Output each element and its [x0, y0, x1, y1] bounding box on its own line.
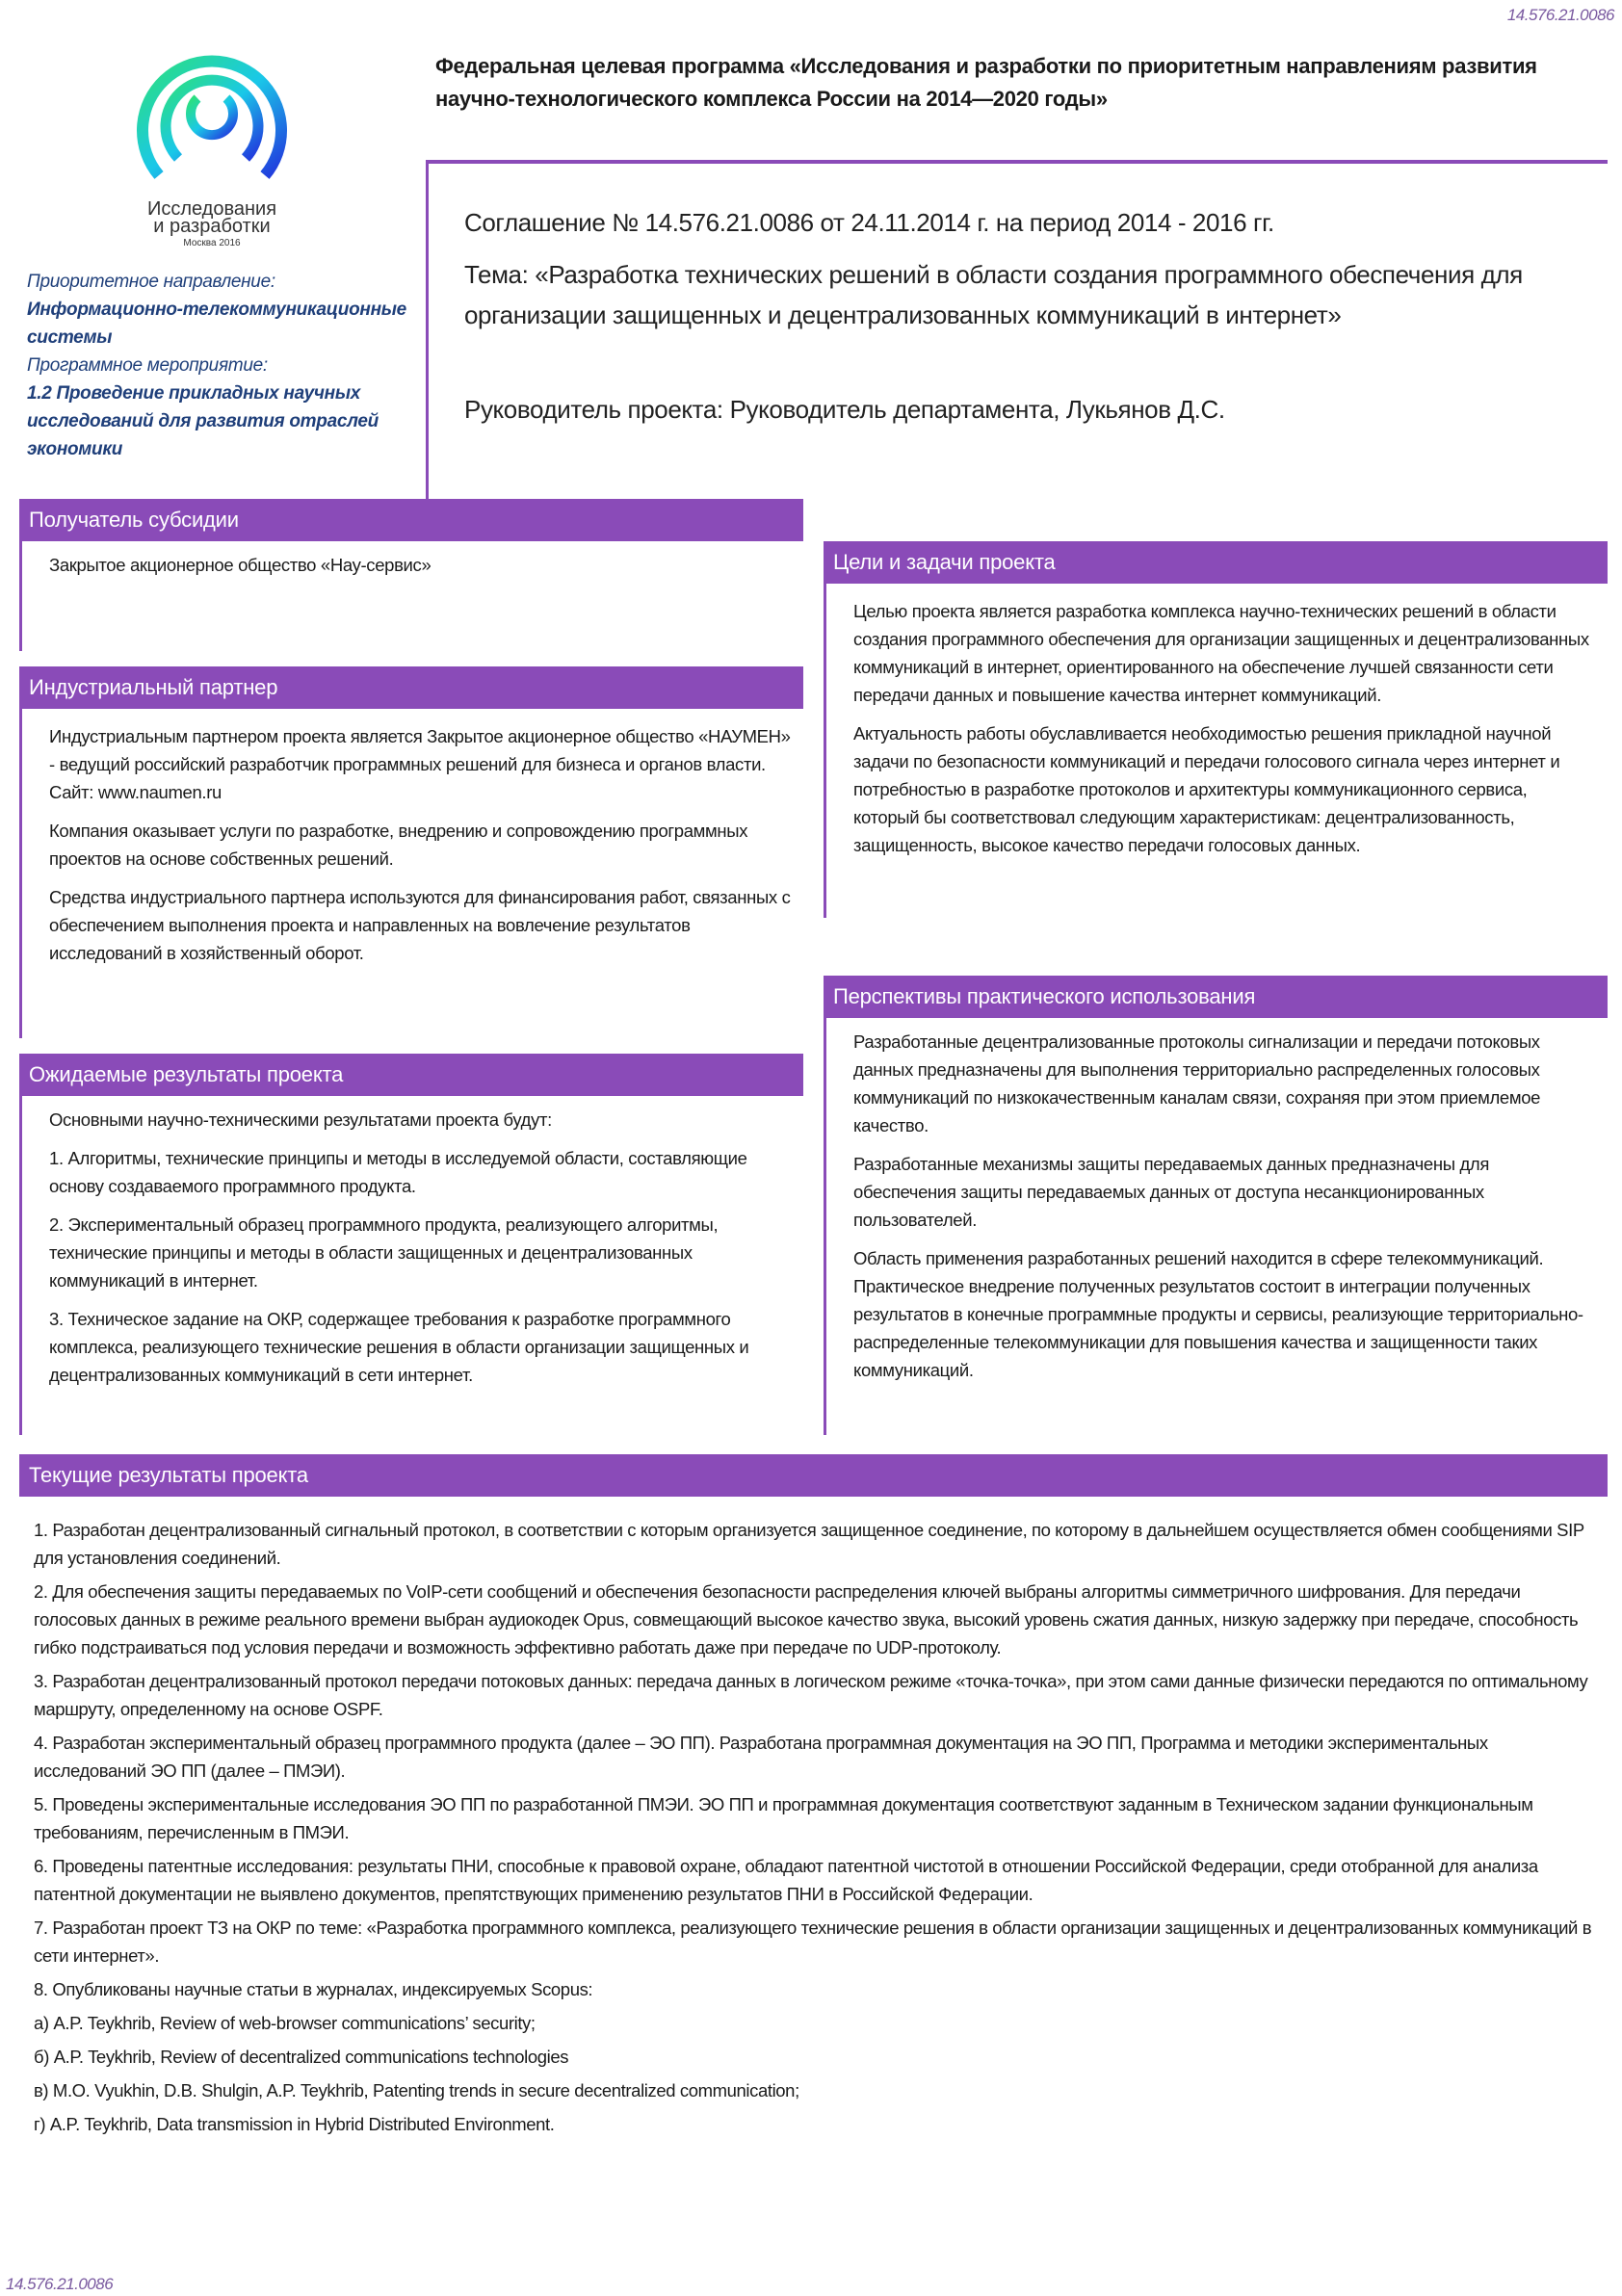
result-item: 5. Проведены экспериментальные исследования ЭО ПП по разработанной ПМЭИ. ЭО ПП и программная документация соответствуют заданным в Техническом задании функциональным требованиям, перечисленным в ПМЭИ.: [34, 1794, 1533, 1842]
recipient-text: Закрытое акционерное общество «Нау-сервис»: [49, 555, 432, 575]
logo-line3: Москва 2016: [183, 238, 241, 248]
section-prospects: [824, 976, 1608, 1435]
section-recipient: [19, 499, 803, 651]
event-value: 1.2 Проведение прикладных научных исследований для развития отраслей экономики: [27, 383, 379, 459]
topic: Тема: «Разработка технических решений в области создания программного обеспечения для организации защищенных и децентрализованных коммуникаций в интернет»: [464, 260, 1523, 329]
paragraph: 1. Алгоритмы, технические принципы и методы в исследуемой области, составляющие основу создаваемого программного продукта.: [49, 1148, 747, 1196]
result-item: 6. Проведены патентные исследования: результаты ПНИ, способные к правовой охране, обладают патентной чистотой в отношении Российской Федерации, среди отобранной для анализа патентной документации не выявлено документов, препятствующих применению результатов ПНИ в Российской Федерации.: [34, 1856, 1538, 1904]
result-item: 4. Разработан экспериментальный образец программного продукта (далее – ЭО ПП). Разработана программная документация на ЭО ПП, Программа и методики экспериментальных исследований ЭО ПП (далее – ПМЭИ).: [34, 1733, 1488, 1781]
section-goals: [824, 541, 1608, 918]
section-partner: [19, 666, 803, 1038]
result-item: 8. Опубликованы научные статьи в журналах, индексируемых Scopus:: [34, 1979, 593, 1999]
paragraph: Актуальность работы обуславливается необходимостью решения прикладной научной задачи по безопасности коммуникаций и передачи голосового сигнала через интернет и потребностью в разработке протоколов и архитектуры коммуникационного сервиса, который бы соответствовал следующим характеристикам: децентрализованность, защищенность, высокое качество передачи голосовых данных.: [853, 723, 1560, 855]
publication: в) M.O. Vyukhin, D.B. Shulgin, A.P. Teykhrib, Patenting trends in secure decentralized communication;: [34, 2080, 799, 2100]
priority-value: Информационно-телекоммуникационные системы: [27, 300, 406, 348]
result-item: 2. Для обеспечения защиты передаваемых по VoIP-сети сообщений и обеспечения безопасности распределения ключей выбраны алгоритмы симметричного шифрования. Для передачи голосовых данных в режиме реального времени выбран аудиокодек Opus, совмещающий высокое качество звука, высокий уровень сжатия данных, низкую задержку при передаче, способность гибко подстраиваться под условия передачи и возможность эффективно работать даже при передаче по UDP-протоколу.: [34, 1581, 1579, 1657]
agreement: Соглашение № 14.576.21.0086 от 24.11.2014 г. на период 2014 - 2016 гг.: [464, 208, 1274, 237]
priority-label: Приоритетное направление:: [27, 272, 275, 292]
publication: а) A.P. Teykhrib, Review of web-browser communications’ security;: [34, 2013, 536, 2033]
logo-line1: Исследования: [146, 198, 277, 220]
doc-code-top: 14.576.21.0086: [1506, 6, 1614, 24]
section-title: Индустриальный партнер: [19, 666, 803, 709]
section-title: Цели и задачи проекта: [824, 541, 1608, 584]
paragraph: Область применения разработанных решений находится в сфере телекоммуникаций. Практическое внедрение полученных результатов состоит в интеграции полученных результатов в конечные программные продукты и сервисы, реализующие территориально-распределенные телекоммуникации для повышения качества и защищенности таких коммуникаций.: [853, 1248, 1583, 1380]
paragraph: Разработанные механизмы защиты передаваемых данных предназначены для обеспечения защиты передаваемых данных от доступа несанкционированных пользователей.: [853, 1154, 1490, 1230]
project-leader: Руководитель проекта: Руководитель департамента, Лукьянов Д.С.: [464, 395, 1225, 424]
publication: г) A.P. Teykhrib, Data transmission in Hybrid Distributed Environment.: [34, 2114, 555, 2134]
section-title: Ожидаемые результаты проекта: [19, 1054, 803, 1096]
paragraph: 2. Экспериментальный образец программного продукта, реализующего алгоритмы, технические принципы и методы в области защищенных и децентрализованных коммуникаций в интернет.: [49, 1214, 719, 1291]
event-label: Программное мероприятие:: [27, 355, 268, 376]
program-title: Федеральная целевая программа «Исследования и разработки по приоритетным направлениям развития научно-технологического комплекса России на 2014—2020 годы»: [435, 54, 1537, 111]
section-title: Перспективы практического использования: [824, 976, 1608, 1018]
paragraph: Разработанные децентрализованные протоколы сигнализации и передачи потоковых данных предназначены для выполнения территориально распределенных голосовых коммуникаций по низкокачественным каналам связи, сохраняя при этом приемлемое качество.: [853, 1031, 1541, 1135]
section-title: Текущие результаты проекта: [19, 1454, 1608, 1497]
section-current-results: [19, 1454, 1608, 2144]
paragraph: Индустриальным партнером проекта является Закрытое акционерное общество «НАУМЕН» - ведущий российский разработчик программных решений для бизнеса и органов власти. Сайт: www.naumen.ru: [49, 726, 791, 802]
paragraph: Компания оказывает услуги по разработке, внедрению и сопровождению программных проектов на основе собственных решений.: [49, 821, 748, 869]
publication: б) A.P. Teykhrib, Review of decentralized communications technologies: [34, 2047, 569, 2067]
sidebar-info: [27, 268, 432, 463]
logo-icon: [130, 40, 294, 195]
result-item: 7. Разработан проект ТЗ на ОКР по теме: «Разработка программного комплекса, реализующего технические решения в области организации защищенных и децентрализованных коммуникаций в сети интернет».: [34, 1918, 1592, 1966]
doc-code-bottom: 14.576.21.0086: [6, 2275, 114, 2293]
logo-line2: и разработки: [153, 216, 271, 237]
section-expected: [19, 1054, 803, 1435]
result-item: 3. Разработан децентрализованный протокол передачи потоковых данных: передача данных в логическом режиме «точка-точка», при этом сами данные физически передаются по оптимальному маршруту, определенному на основе OSPF.: [34, 1671, 1588, 1719]
paragraph: Основными научно-техническими результатами проекта будут:: [49, 1109, 552, 1130]
result-item: 1. Разработан децентрализованный сигнальный протокол, в соответствии с которым организуется защищенное соединение, по которому в дальнейшем осуществляется обмен сообщениями SIP для установления соединений.: [34, 1520, 1584, 1568]
paragraph: 3. Техническое задание на ОКР, содержащее требования к разработке программного комплекса, реализующего технические решения в области организации защищенных и децентрализованных коммуникаций в сети интернет.: [49, 1309, 749, 1385]
header-divider: [426, 160, 1608, 164]
section-title: Получатель субсидии: [19, 499, 803, 541]
paragraph: Целью проекта является разработка комплекса научно-технических решений в области создания программного обеспечения для организации защищенных и децентрализованных коммуникаций в интернет, ориентированного на обеспечение лучшей связанности сети передачи данных и повышение качества интернет коммуникаций.: [853, 601, 1589, 705]
header-vertical-divider: [426, 160, 429, 499]
paragraph: Средства индустриального партнера используются для финансирования работ, связанных с обеспечением выполнения проекта и направленных на вовлечение результатов исследований в хозяйственный оборот.: [49, 887, 791, 963]
